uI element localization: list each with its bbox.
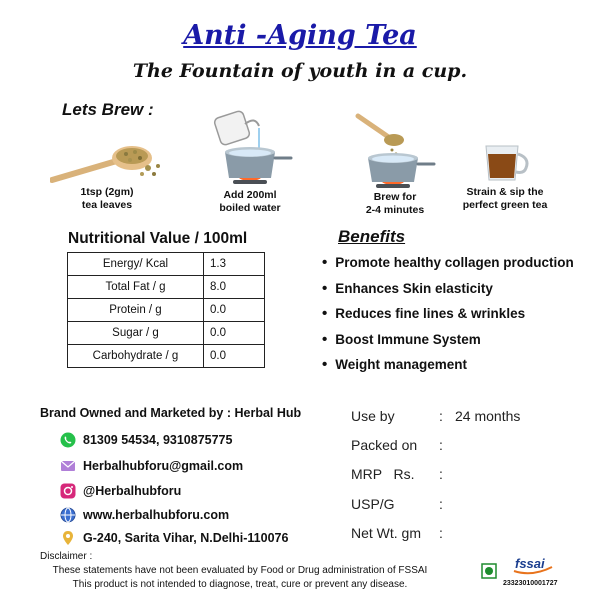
spec-colon: : bbox=[439, 466, 443, 482]
page-subtitle: The Fountain of youth in a cup. bbox=[132, 60, 468, 82]
contact-address bbox=[60, 530, 288, 546]
page-title: Anti -Aging Tea bbox=[183, 20, 417, 51]
kettle-pot-icon bbox=[205, 106, 295, 190]
brewing-pot-icon bbox=[348, 110, 438, 192]
nutrition-value: 0.0 bbox=[204, 322, 265, 345]
fssai-license-number: 23323010001727 bbox=[503, 580, 558, 587]
nutrition-label: Total Fat / g bbox=[68, 276, 204, 299]
disclaimer-label: Disclaimer : bbox=[40, 551, 93, 562]
table-row bbox=[68, 322, 265, 345]
spec-label: Use by bbox=[351, 408, 395, 424]
website-url: www.herbalhubforu.com bbox=[83, 508, 230, 522]
spec-label: Net Wt. gm bbox=[351, 525, 422, 541]
nutrition-label: Carbohydrate / g bbox=[68, 345, 204, 368]
list-item: • Boost Immune System bbox=[322, 327, 574, 353]
spec-packed-on bbox=[351, 437, 443, 453]
step4-caption-line1: Strain & sip the bbox=[466, 186, 544, 198]
address: G-240, Sarita Vihar, N.Delhi-110076 bbox=[83, 531, 289, 545]
contact-website bbox=[60, 507, 229, 523]
email-address: Herbalhubforu@gmail.com bbox=[83, 459, 244, 473]
benefits-list bbox=[322, 250, 574, 378]
email-icon bbox=[60, 458, 76, 474]
instagram-handle: @Herbalhubforu bbox=[83, 484, 182, 498]
contact-instagram bbox=[60, 483, 181, 499]
tea-cup-icon bbox=[480, 140, 532, 184]
step1-caption-line1: 1tsp (2gm) bbox=[80, 186, 134, 198]
list-item: • Promote healthy collagen production bbox=[322, 250, 574, 276]
spec-label: USP/G bbox=[351, 496, 395, 512]
spec-label: Packed on bbox=[351, 437, 418, 453]
spec-usp bbox=[351, 496, 443, 512]
step3-caption-line2: 2-4 minutes bbox=[365, 204, 425, 216]
benefits-heading: Benefits bbox=[338, 227, 406, 246]
spec-colon: : bbox=[439, 437, 443, 453]
disclaimer-line2: This product is not intended to diagnose, treat, cure or prevent any disease. bbox=[72, 579, 408, 590]
list-item: • Reduces fine lines & wrinkles bbox=[322, 301, 574, 327]
contact-email bbox=[60, 458, 243, 474]
globe-icon bbox=[60, 507, 76, 523]
spoon-tea-leaves-icon bbox=[50, 138, 165, 188]
nutrition-value: 0.0 bbox=[204, 299, 265, 322]
spec-value: 24 months bbox=[455, 408, 521, 424]
nutrition-heading: Nutritional Value / 100ml bbox=[68, 230, 248, 247]
nutrition-table bbox=[67, 252, 265, 368]
table-row bbox=[68, 345, 265, 368]
phone-numbers: 81309 54534, 9310875775 bbox=[83, 433, 233, 447]
table-row bbox=[68, 276, 265, 299]
brand-line: Brand Owned and Marketed by : Herbal Hub bbox=[40, 406, 302, 420]
nutrition-value: 0.0 bbox=[204, 345, 265, 368]
spec-use-by bbox=[351, 408, 521, 424]
disclaimer-line1: These statements have not been evaluated by Food or Drug administration of FSSAI bbox=[52, 565, 428, 576]
table-row bbox=[68, 299, 265, 322]
spec-colon: : bbox=[439, 496, 443, 512]
nutrition-label: Protein / g bbox=[68, 299, 204, 322]
nutrition-label: Energy/ Kcal bbox=[68, 253, 204, 276]
veg-mark-icon bbox=[481, 563, 497, 579]
list-item: • Enhances Skin elasticity bbox=[322, 276, 574, 302]
spec-colon: : bbox=[439, 525, 443, 541]
nutrition-value: 1.3 bbox=[204, 253, 265, 276]
step2-caption-line1: Add 200ml bbox=[223, 189, 277, 201]
step1-caption-line2: tea leaves bbox=[81, 199, 133, 211]
spec-label: MRP Rs. bbox=[351, 466, 415, 482]
contact-phone bbox=[60, 432, 232, 448]
step4-caption-line2: perfect green tea bbox=[462, 199, 548, 211]
spec-colon: : bbox=[439, 408, 443, 424]
table-row bbox=[68, 253, 265, 276]
spec-mrp bbox=[351, 466, 443, 482]
step2-caption-line2: boiled water bbox=[219, 202, 281, 214]
brew-heading: Lets Brew : bbox=[62, 100, 154, 119]
instagram-icon bbox=[60, 483, 76, 499]
list-item: • Weight management bbox=[322, 352, 574, 378]
location-pin-icon bbox=[60, 530, 76, 546]
nutrition-value: 8.0 bbox=[204, 276, 265, 299]
nutrition-label: Sugar / g bbox=[68, 322, 204, 345]
whatsapp-icon bbox=[60, 432, 76, 448]
spec-net-weight bbox=[351, 525, 443, 541]
step3-caption-line1: Brew for bbox=[373, 191, 417, 203]
fssai-logo-text: fssai bbox=[515, 556, 545, 571]
fssai-logo-icon bbox=[512, 553, 556, 579]
